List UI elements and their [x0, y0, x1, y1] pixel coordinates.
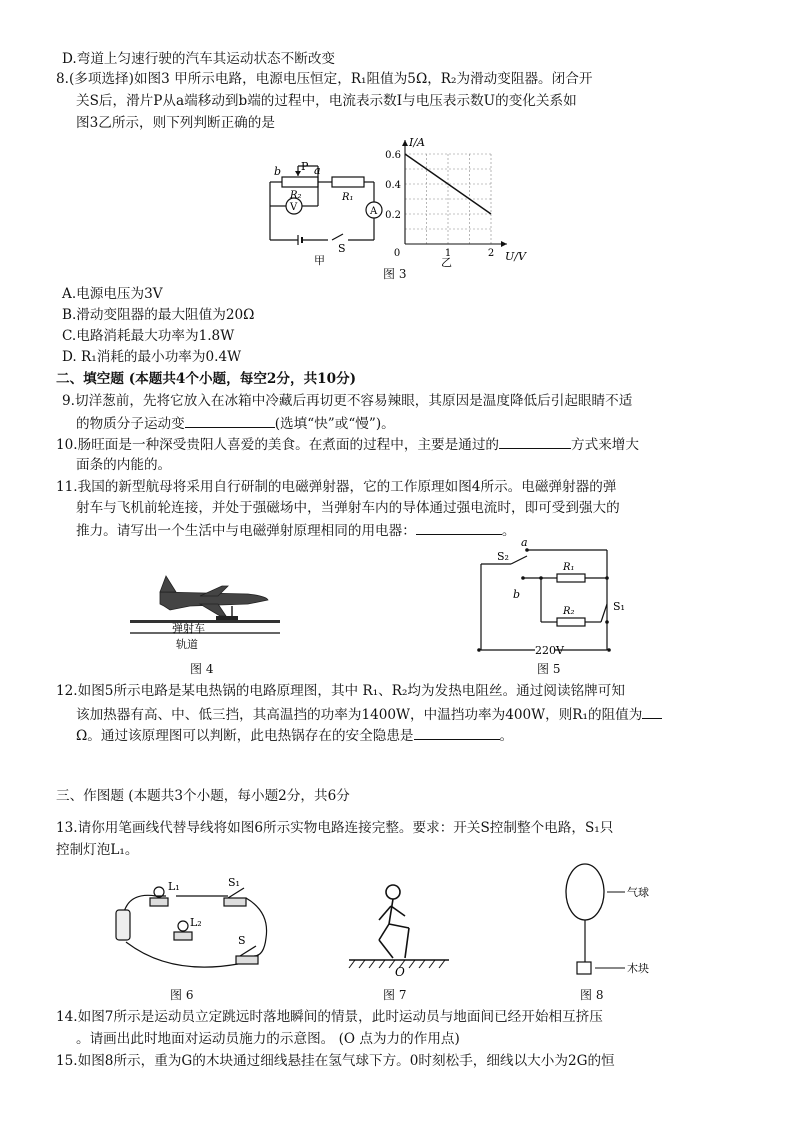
q12-line3: Ω。通过该原理图可以判断，此电热锅存在的安全隐患是 。 [76, 725, 513, 745]
fig5-caption: 图 5 [537, 662, 561, 676]
q8-option-c: C.电路消耗最大功率为1.8W [62, 328, 235, 344]
q9-line2: 的物质分子运动变 (选填“快”或“慢”)。 [76, 413, 395, 433]
battery-icon [116, 910, 130, 940]
l2-bulb-icon [178, 921, 188, 931]
q13-line2: 控制灯泡L₁。 [56, 842, 139, 858]
fig6-L2: L₂ [190, 916, 202, 929]
q12-blank1[interactable] [642, 704, 662, 719]
fig3-yi-label: 乙 [441, 256, 452, 269]
q8-line1: 8.(多项选择)如图3 甲所示电路，电源电压恒定，R₁阻值为5Ω，R₂为滑动变阻器。闭合开 [56, 71, 593, 87]
q8-line3: 图3乙所示，则下列判断正确的是 [76, 115, 275, 131]
q11-blank[interactable] [416, 520, 502, 535]
x-tick-label: 1 [444, 248, 452, 259]
fig8-balloon-label: 气球 [627, 886, 649, 899]
q8-line2: 关S后，滑片P从a端移动到b端的过程中，电流表示数I与电压表示数U的变化关系如 [76, 93, 577, 109]
fig3-S: S [338, 242, 346, 255]
q14-line1: 14.如图7所示是运动员立定跳远时落地瞬间的情景，此时运动员与地面间已经开始相互挤压 [56, 1009, 603, 1025]
fig8-balloon [555, 862, 675, 980]
fig3-R1: R₁ [342, 192, 354, 203]
fig8-block-label: 木块 [627, 962, 649, 975]
fig5-R1: R₁ [563, 562, 575, 573]
head-icon [386, 885, 400, 899]
y-tick-label: 0.2 [385, 210, 401, 221]
x-axis-label: U/V [505, 250, 526, 263]
q14-line2: 。请画出此时地面对运动员施力的示意图。 (O 点为力的作用点) [76, 1031, 460, 1047]
fig7-caption: 图 7 [383, 988, 407, 1002]
fig3-caption: 图 3 [383, 267, 407, 281]
balloon-icon [566, 864, 604, 920]
q11-line3: 推力。请写出一个生活中与电磁弹射原理相同的用电器： 。 [76, 520, 515, 540]
q12-line1: 12.如图5所示电路是某电热锅的电路原理图，其中 R₁、R₂均为发热电阻丝。通过阅读铭牌可知 [56, 683, 625, 699]
r2-resistor [557, 618, 585, 626]
q12-line2: 该加热器有高、中、低三挡，其高温挡的功率为1400W，中温挡功率为400W，则R₁的阻值为 [76, 704, 662, 724]
option-d-prev: D.弯道上匀速行驶的汽车其运动状态不断改变 [62, 51, 336, 67]
fig3-a: a [314, 164, 321, 177]
fig5-S1: S₁ [613, 600, 625, 613]
section-3-title: 三、作图题 (本题共3个小题，每小题2分，共6分 [56, 788, 350, 804]
l1-bulb-base [150, 898, 168, 906]
fig6-caption: 图 6 [170, 988, 194, 1002]
fig4-track-label: 轨道 [176, 638, 198, 651]
fig5-R2: R₂ [563, 606, 575, 617]
block-icon [577, 962, 591, 974]
fig4-caption: 图 4 [190, 662, 214, 676]
q8-option-b: B.滑动变阻器的最大阻值为20Ω [62, 307, 255, 323]
q13-line1: 13.请你用笔画线代替导线将如图6所示实物电路连接完整。要求：开关S控制整个电路，S₁只 [56, 820, 614, 836]
q9-blank[interactable] [185, 413, 275, 428]
y-axis-arrow [402, 140, 408, 146]
fig3-P: P [301, 160, 309, 173]
fig8-caption: 图 8 [580, 988, 604, 1002]
fig6-L1: L₁ [168, 880, 180, 893]
fig3-jia: 甲 [314, 254, 325, 267]
r1-resistor [332, 177, 364, 187]
fig5-b: b [513, 588, 521, 601]
fig5-circuit [475, 534, 625, 660]
fig6-circuit [110, 872, 280, 980]
x-axis-arrow [501, 241, 507, 247]
q10-blank[interactable] [499, 434, 571, 449]
fig5-a: a [521, 536, 528, 549]
fig6-S1: S₁ [228, 876, 240, 889]
q8-option-a: A.电源电压为3V [62, 286, 163, 302]
l2-bulb-base [174, 932, 192, 940]
q9-line1: 9.切洋葱前，先将它放入在冰箱中冷藏后再切更不容易辣眼，其原因是温度降低后引起眼睛不适 [62, 393, 633, 409]
fig3-R2: R₂ [290, 190, 302, 201]
fig6-S: S [238, 934, 246, 947]
s1-switch-icon [224, 898, 246, 906]
fig3-chart [385, 136, 526, 269]
x-tick-label: 2 [487, 248, 495, 259]
r1-resistor [557, 574, 585, 582]
q11-line1: 11.我国的新型航母将采用自行研制的电磁弹射器，它的工作原理如图4所示。电磁弹射器的弹 [56, 479, 617, 495]
fig3-circuit [268, 158, 388, 268]
y-tick-label: 0.6 [385, 150, 401, 161]
r2-resistor [282, 177, 318, 187]
q15-line1: 15.如图8所示，重为G的木块通过细线悬挂在氢气球下方。0时刻松手，细线以大小为2G的恒 [56, 1053, 615, 1069]
q11-line2: 射车与飞机前轮连接，并处于强磁场中，当弹射车内的导体通过强电流时，即可受到强大的 [76, 500, 620, 516]
s-switch-icon [236, 956, 258, 964]
q8-option-d: D. R₁消耗的最小功率为0.4W [62, 349, 242, 365]
fig5-S2: S₂ [497, 550, 509, 563]
fig3-A: A [370, 206, 378, 217]
q12-blank2[interactable] [414, 725, 500, 740]
q10-line2: 面条的内能的。 [76, 457, 172, 473]
q10-line1: 10.肠旺面是一种深受贵阳人喜爱的美食。在煮面的过程中，主要是通过的 方式来增大 [56, 434, 639, 454]
origin-label: 0 [393, 248, 401, 259]
fig3-V: V [290, 202, 298, 213]
fig7-jumper [345, 882, 455, 978]
fig3-b: b [274, 165, 282, 178]
fig4-car-label: 弹射车 [172, 622, 205, 635]
fig7-O: O [395, 965, 405, 979]
section-2-title: 二、填空题 (本题共4个小题，每空2分，共10分) [56, 371, 357, 387]
fig5-voltage: 220V [535, 644, 564, 657]
fig4-catapult [130, 572, 280, 662]
y-axis-label: I/A [409, 136, 425, 149]
y-tick-label: 0.4 [385, 180, 401, 191]
